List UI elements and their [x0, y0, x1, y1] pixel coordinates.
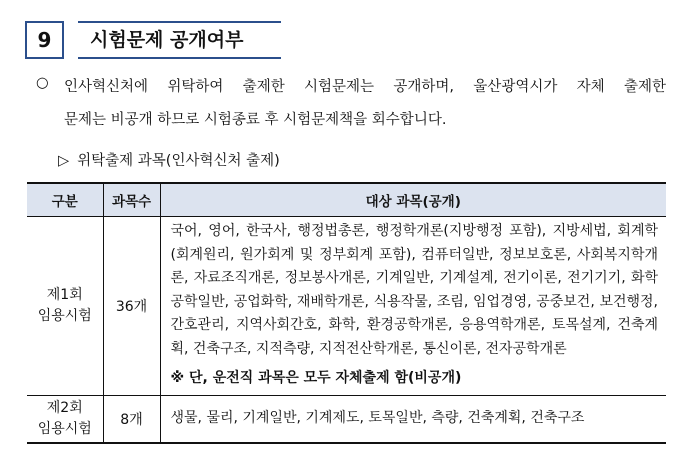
category-line: 임용시험 [37, 307, 92, 324]
table-row [27, 217, 666, 396]
section-number: 9 [25, 21, 64, 59]
paragraph-line-2: 문제는 비공개 하므로 시험종료 후 시험문제책을 회수합니다. [64, 112, 447, 128]
note-text: ※ 단, 운전직 과목은 모두 자체출제 함(비공개) [170, 370, 462, 386]
row-category [27, 217, 103, 396]
row-count: 36개 [103, 217, 160, 396]
triangle-bullet-icon: ▷ [58, 153, 70, 169]
row-subjects: 생물, 물리, 기계일반, 기계제도, 토목일반, 측량, 건축계획, 건축구조 [160, 395, 666, 443]
paragraph-line-1: 인사혁신처에 위탁하여 출제한 시험문제는 공개하며, 울산광역시가 자체 출제한 [64, 79, 666, 95]
category-line: 제1회 [46, 286, 83, 303]
row-subjects [160, 217, 666, 396]
circle-bullet-icon: ○ [36, 75, 49, 91]
notice-paragraph [36, 75, 666, 129]
row-count: 8개 [103, 395, 160, 443]
subject-table [27, 182, 666, 444]
row-category [27, 395, 103, 443]
header-category: 구분 [27, 183, 103, 217]
category-line: 제2회 [46, 399, 83, 416]
header-subjects: 대상 과목(공개) [160, 183, 666, 217]
category-line: 임용시험 [37, 420, 92, 437]
header-count: 과목수 [103, 183, 160, 217]
sub-item [58, 149, 280, 170]
sub-item-text: 위탁출제 과목(인사혁신처 출제) [77, 153, 280, 169]
table-header-row [27, 183, 666, 217]
table-row [27, 395, 666, 443]
section-title: 시험문제 공개여부 [78, 21, 281, 59]
subjects-text: 국어, 영어, 한국사, 행정법총론, 행정학개론(지방행정 포함), 지방세법, 회계학(회계원리, 원가회계 및 정부회계 포함), 컴퓨터일반, 정보보호론, 사회복지학개론, 자료조직개론, 정보봉사개론, 기계일반, 기계설계, 전기이론, 전기기기, 화학공학일반, 공업화학, 재배학개론, 식용작물, 조림, 임업경영, 공중보건, 보건행정, 간호관리, 지역사회간호, 화학, 환경공학개론, 응용역학개론, 토목설계, 건축계획, 건축구조, 지적측량, 지적전산학개론, 통신이론, 전자공학개론 [170, 223, 658, 357]
